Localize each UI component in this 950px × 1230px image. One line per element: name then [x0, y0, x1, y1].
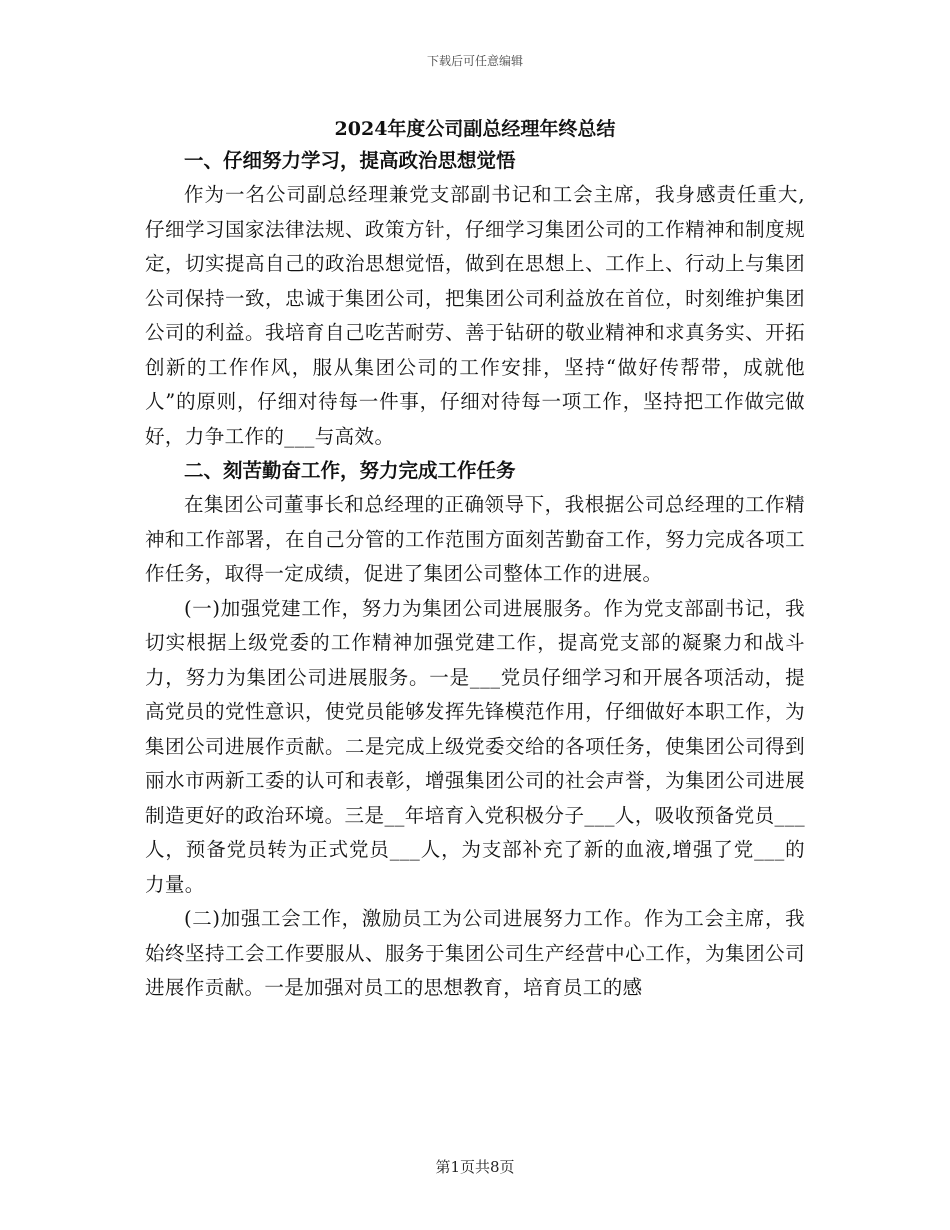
- document-title: 2024年度公司副总经理年终总结: [334, 118, 616, 140]
- document-body: [145, 144, 805, 1006]
- paragraph: (二)加强工会工作，激励员工为公司进展努力工作。作为工会主席，我始终坚持工会工作要服从、服务于集团公司生产经营中心工作，为集团公司进展作贡献。一是加强对员工的思想教育，培育员工的感: [145, 907, 805, 999]
- paragraph: 在集团公司董事长和总经理的正确领导下，我根据公司总经理的工作精神和工作部署，在自己分管的工作范围方面刻苦勤奋工作，努力完成各项工作任务，取得一定成绩，促进了集团公司整体工作的进展。: [145, 493, 805, 585]
- header-note: 下载后可任意编辑: [426, 54, 523, 68]
- page-number: 第1页共8页: [435, 1158, 515, 1176]
- paragraph: 作为一名公司副总经理兼党支部副书记和工会主席，我身感责任重大,仔细学习国家法律法规、政策方针，仔细学习集团公司的工作精神和制度规定，切实提高自己的政治思想觉悟，做到在思想上、工作上、行动上与集团公司保持一致，忠诚于集团公司，把集团公司利益放在首位，时刻维护集团公司的利益。我培育自己吃苦耐劳、善于钻研的敬业精神和求真务实、开拓创新的工作作风，服从集团公司的工作安排，坚持“做好传帮带，成就他人”的原则，仔细对待每一件事，仔细对待每一项工作，坚持把工作做完做好，力争工作的___与高效。: [145, 183, 805, 448]
- section-heading-1: 一、仔细努力学习，提高政治思想觉悟: [184, 149, 516, 172]
- section-heading-2: 二、刻苦勤奋工作，努力完成工作任务: [184, 459, 516, 482]
- paragraph: (一)加强党建工作，努力为集团公司进展服务。作为党支部副书记，我切实根据上级党委的工作精神加强党建工作，提高党支部的凝聚力和战斗力，努力为集团公司进展服务。一是___党员仔细学习和开展各项活动，提高党员的党性意识，使党员能够发挥先锋模范作用，仔细做好本职工作，为集团公司进展作贡献。二是完成上级党委交给的各项任务，使集团公司得到丽水市两新工委的认可和表彰，增强集团公司的社会声誉，为集团公司进展制造更好的政治环境。三是__年培育入党积极分子___人，吸收预备党员___人，预备党员转为正式党员___人，为支部补充了新的血液,增强了党___的力量。: [145, 596, 805, 896]
